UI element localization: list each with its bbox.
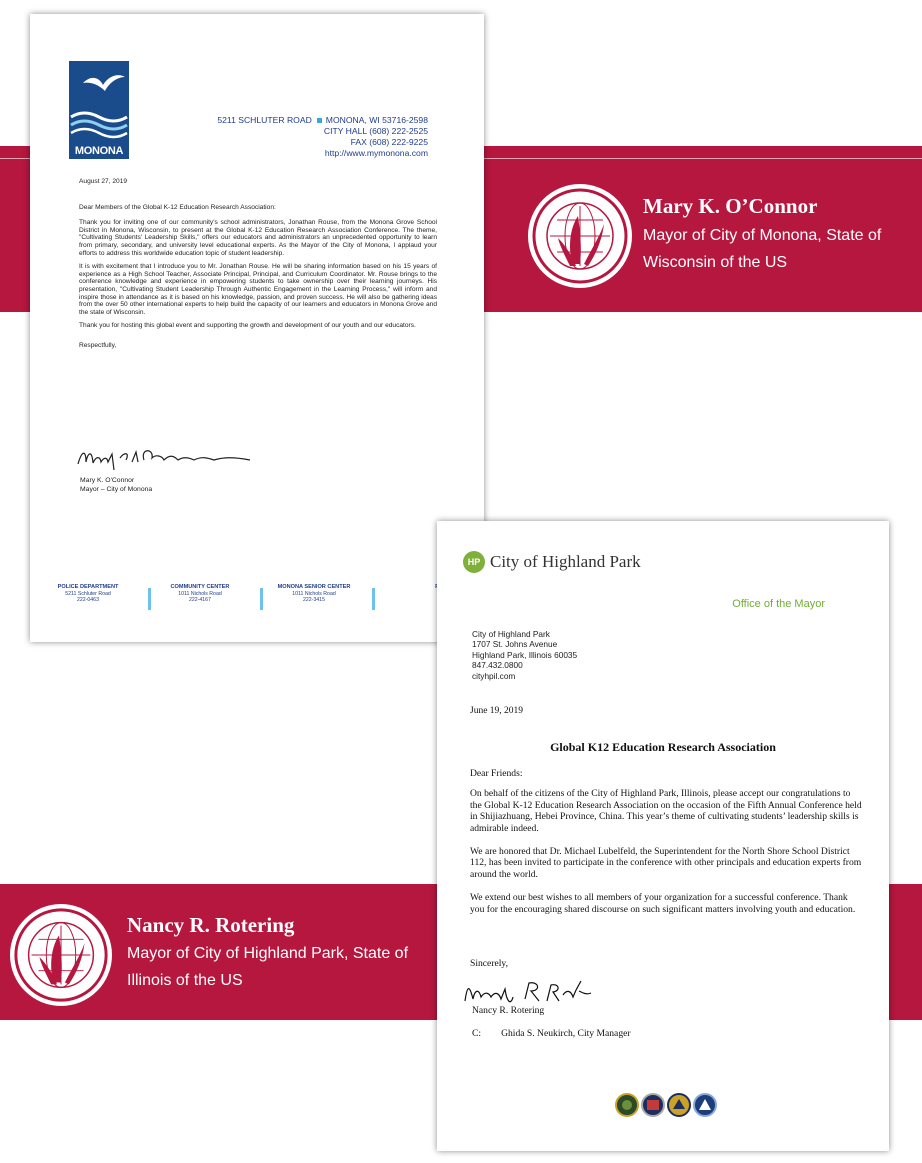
association-emblem-icon: [10, 904, 112, 1006]
footer-column: [268, 584, 360, 604]
footer-column: [154, 584, 246, 604]
highland-address: [472, 629, 577, 681]
letter-date: August 27, 2019: [79, 178, 128, 185]
monona-logo: [69, 61, 129, 159]
address-phone: 847.432.0800: [472, 660, 523, 671]
address-line: 1707 St. Johns Avenue: [472, 639, 558, 650]
cc-line: [472, 1028, 631, 1039]
monona-letter: [30, 14, 484, 642]
mayor-name-top: Mary K. O’Connor: [643, 194, 818, 218]
letter-closing: Respectfully,: [79, 341, 117, 349]
highland-park-logo-icon: HP: [463, 551, 485, 573]
seal-icon: [694, 1094, 716, 1116]
address-city: MONONA, WI 53716-2598: [325, 115, 428, 125]
signer-name: Mary K. O'Connor: [80, 477, 135, 484]
seal-icon: [668, 1094, 690, 1116]
footer-dept: MONONA SENIOR CENTER: [277, 584, 351, 590]
footer-dept: POLICE DEPARTMENT: [57, 584, 119, 590]
monona-letter-body: [79, 178, 437, 356]
monona-address: [188, 115, 428, 159]
footer-address: 1011 Nichols Road: [292, 590, 336, 597]
city-name: City of Highland Park: [490, 552, 641, 571]
letter-paragraph: Thank you for hosting this global event and supporting the growth and development of our youth and our educators.: [79, 322, 416, 330]
signature-mary: [74, 442, 254, 493]
footer-column: [42, 584, 134, 604]
website-link[interactable]: http://www.mymonona.com: [324, 148, 428, 158]
cc-label: C:: [472, 1028, 482, 1039]
website-link[interactable]: cityhpil.com: [472, 670, 516, 681]
letter-paragraph: It is with excitement that I introduce you to Mr. Jonathan Rouse. He will be sharing information based on his 15 years of experience as a High School Teacher, Associate Principal, Principal, and Curriculum Coordinator. Mr. Rouse brings to the conference knowledge and experience in empowering students to take ownership over their learning journeys. His presentation, "Cultivating Student Leadership Through Authentic Engagement in the Learning Process," will inform and inspire those in attendance as it is based on his knowledge, passion, and proven success. He will also be gathering ideas from the over 50 other international experts to help build the capacity of our learners and educators in Monona Grove and the state of Wisconsin.: [79, 263, 437, 316]
letter-salutation: Dear Members of the Global K-12 Education Research Association:: [79, 203, 276, 211]
letter-closing: Sincerely,: [470, 958, 509, 969]
signer-title: Mayor – City of Monona: [80, 486, 153, 493]
mayor-title-bottom: Mayor of City of Highland Park, State of Illinois of the US: [127, 945, 409, 989]
highland-letter-body: [470, 768, 862, 927]
footer-dept: COMMUNITY CENTER: [170, 584, 230, 590]
highland-park-letter: [437, 521, 889, 1151]
footer-divider: [260, 588, 263, 610]
letter-date: June 19, 2019: [470, 706, 524, 716]
mayor-name-bottom: Nancy R. Rotering: [127, 913, 295, 937]
footer-phone: 222-4167: [189, 597, 211, 603]
letter-heading: Global K12 Education Research Association: [550, 740, 776, 754]
letter-paragraph: On behalf of the citizens of the City of Highland Park, Illinois, please accept our congratulations to the Global K-12 Education Research Association on the occasion of the Fifth Annual Conference held in Shijiazhuang, Hebei Province, China. This year’s theme of cultivating students’ leadership skills is admirable indeed.: [470, 788, 862, 834]
footer-address: 5211 Schluter Road: [65, 590, 111, 597]
signer-name: Nancy R. Rotering: [472, 1005, 545, 1016]
footer-divider: [372, 588, 375, 610]
footer-phone: 222-3415: [303, 597, 325, 603]
seal-icon: [642, 1094, 664, 1116]
address-line: Highland Park, Illinois 60035: [472, 649, 578, 660]
footer-divider: [148, 588, 151, 610]
mayor-title-top: Mayor of City of Monona, State of Wisconsin of the US: [643, 227, 882, 271]
monona-footer: [42, 584, 472, 618]
office-label: Office of the Mayor: [732, 598, 825, 610]
bullet-square-icon: [317, 118, 322, 123]
address-line: City of Highland Park: [472, 629, 550, 639]
cc-name: Ghida S. Neukirch, City Manager: [501, 1028, 631, 1039]
letter-paragraph: Thank you for inviting one of our community's school administrators, Jonathan Rouse, from the Monona Grove School District in Monona, Wisconsin, to present at the Global K-12 Education Research Association Conference. The theme, "Cultivating Students' Leadership Skills," offers our educators and administrators an unprecedented opportunity to learn from primary, secondary, and university level educational experts. As the Mayor of the City of Monona, I applaud your efforts to address this worldwide education topic of student leadership.: [79, 219, 437, 257]
association-emblem-icon: [528, 184, 632, 288]
address-line: CITY HALL (608) 222-2525: [323, 126, 428, 136]
footer-address: 1011 Nichols Road: [178, 590, 222, 597]
monona-logo-text: MONONA: [74, 145, 124, 157]
letter-paragraph: We are honored that Dr. Michael Lubelfeld, the Superintendent for the North Shore School District 112, has been invited to participate in the conference with other principals and education experts from around the world.: [470, 846, 862, 880]
address-line: FAX (608) 222-9225: [350, 137, 428, 147]
seal-icon: [616, 1094, 638, 1116]
footer-phone: 222-0463: [77, 597, 99, 603]
seals-row: [615, 1091, 725, 1119]
letter-salutation: Dear Friends:: [470, 768, 523, 779]
letter-paragraph: We extend our best wishes to all members of your organization for a successful conference. Thank you for the encouraging shared discourse on such significant matters involving youth and education.: [470, 892, 856, 915]
address-street: 5211 SCHLUTER ROAD: [217, 115, 312, 125]
